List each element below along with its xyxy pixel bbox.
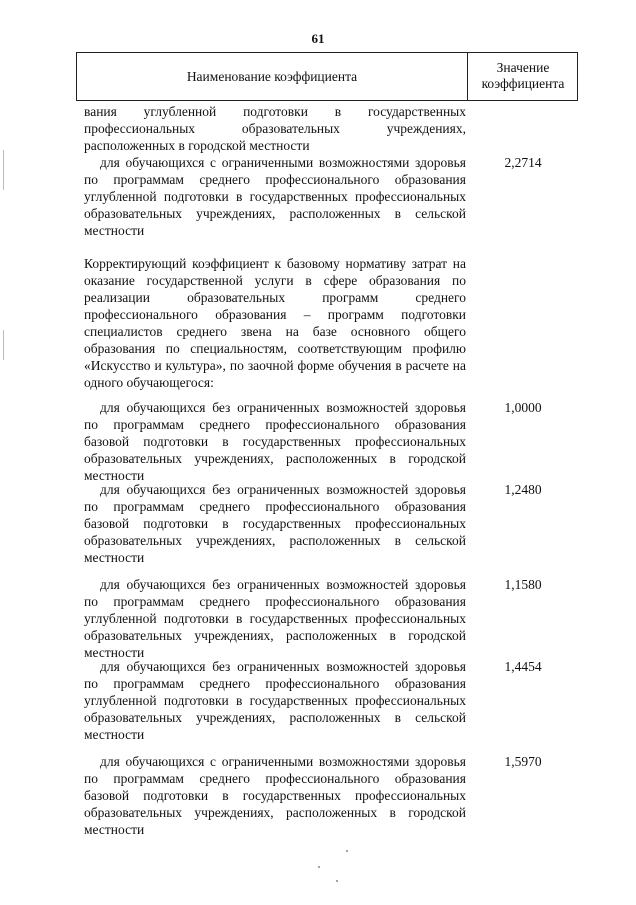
table-header xyxy=(76,52,578,101)
scan-speck xyxy=(346,850,348,852)
entry-value: 1,2480 xyxy=(504,482,542,497)
entry-text: для обучающихся без ограниченных возможностей здоровья по программам среднего профессионального образования базовой подготовки в государственных профессиональных образовательных учреждениях, расположенных в городской местности xyxy=(84,400,466,483)
entry-text: для обучающихся без ограниченных возможностей здоровья по программам среднего профессионального образования углубленной подготовки в государственных профессиональных образовательных учреждениях, расположенных в сельской местности xyxy=(84,659,466,742)
entry-text: для обучающихся без ограниченных возможностей здоровья по программам среднего профессионального образования базовой подготовки в государственных профессиональных образовательных учреждениях, расположенных в сельской местности xyxy=(84,482,466,565)
scan-speck xyxy=(318,866,320,868)
section-heading-text: Корректирующий коэффициент к базовому нормативу затрат на оказание государственной услуги в сфере образования по реализации образовательных программ среднего профессионального образования – программ подготовки специалистов среднего звена на базе основного общего образования по специальностям, соответствующим профилю «Искусство и культура», по заочной форме обучения в расчете на одного обучающегося: xyxy=(84,256,466,390)
scan-edge-mark xyxy=(3,150,4,190)
column-header-value: Значение коэффициента xyxy=(481,60,565,91)
scan-speck xyxy=(336,880,338,882)
entry-continuation-text: вания углубленной подготовки в государственных профессиональных образовательных учреждениях, расположенных в городской местности xyxy=(84,104,466,153)
scan-edge-mark xyxy=(3,330,4,360)
entry-text: для обучающихся с ограниченными возможностями здоровья по программам среднего профессионального образования углубленной подготовки в государственных профессиональных образовательных учреждениях, расположенных в сельской местности xyxy=(84,155,466,238)
entry-text: для обучающихся с ограниченными возможностями здоровья по программам среднего профессионального образования базовой подготовки в государственных профессиональных образовательных учреждениях, расположенных в городской местности xyxy=(84,754,466,837)
entry-value: 1,4454 xyxy=(504,659,542,674)
page-number: 61 xyxy=(311,31,325,46)
entry-value: 1,0000 xyxy=(504,400,542,415)
entry-text: для обучающихся без ограниченных возможностей здоровья по программам среднего профессионального образования углубленной подготовки в государственных профессиональных образовательных учреждениях, расположенных в городской местности xyxy=(84,577,466,660)
entry-value: 1,5970 xyxy=(504,754,542,769)
column-header-name: Наименование коэффициента xyxy=(186,69,358,84)
entry-value: 1,1580 xyxy=(504,577,542,592)
entry-value: 2,2714 xyxy=(504,155,542,170)
